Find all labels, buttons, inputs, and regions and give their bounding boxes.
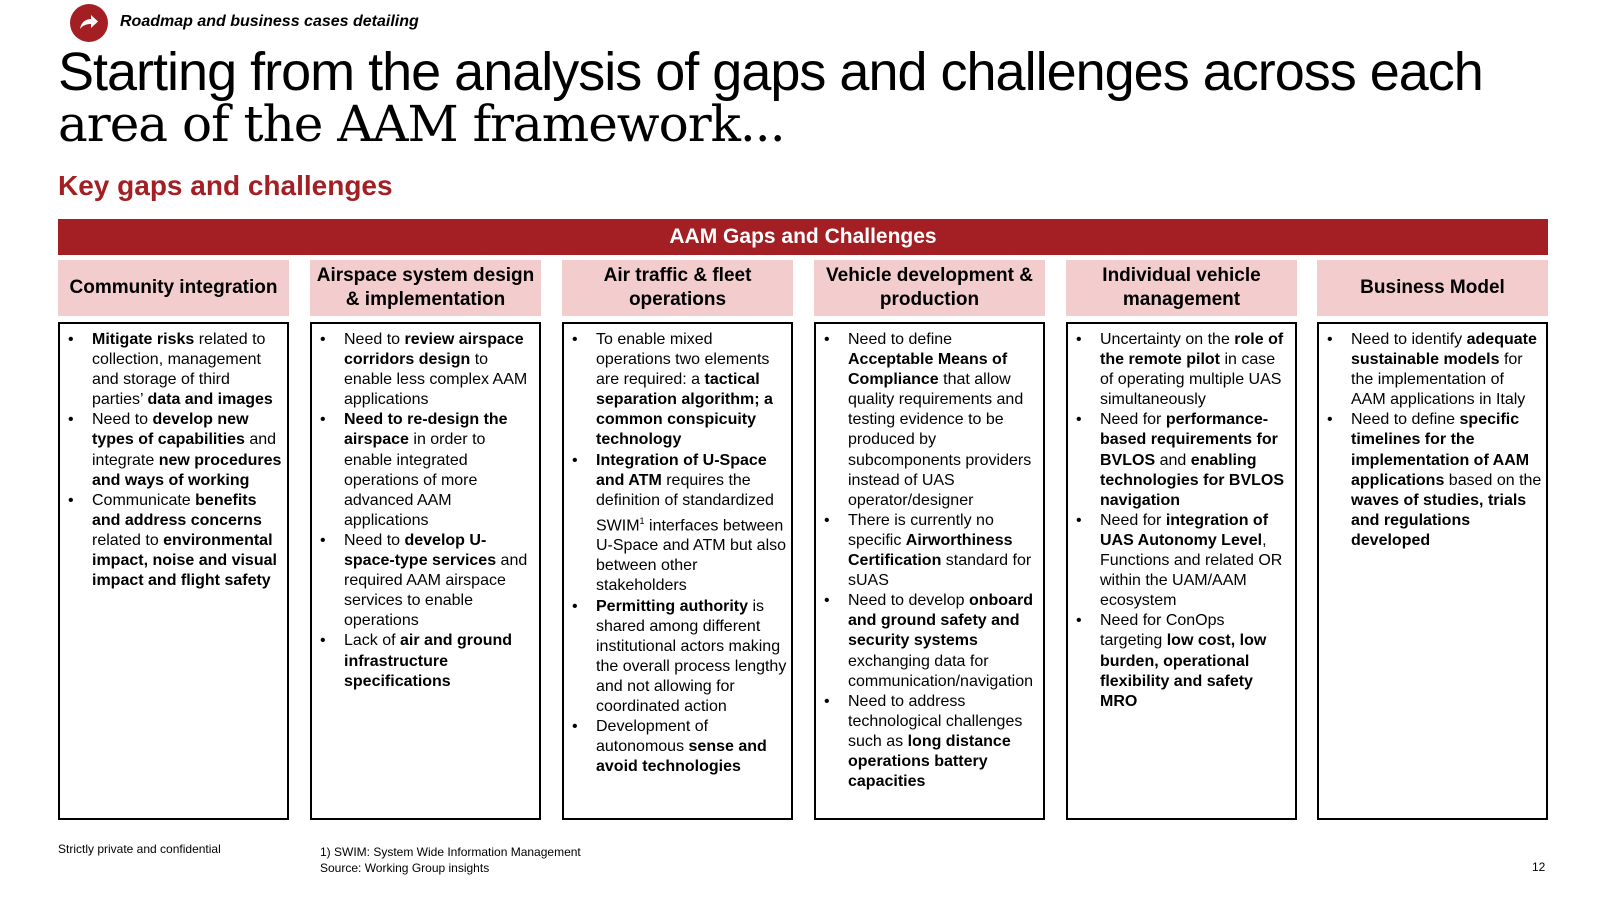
bullet-text: Need to [344, 331, 405, 348]
column-boxes [58, 322, 1548, 820]
column-header: Vehicle development & production [814, 260, 1045, 316]
bullet-text: in order to enable integrated operations of more advanced AAM applications [344, 431, 486, 529]
footnote-swim: 1) SWIM: System Wide Information Management [320, 845, 581, 859]
column-box [1066, 322, 1297, 820]
bullet-text: Need to define [848, 331, 953, 348]
bullet-text-bold: adequate sustainable models [1351, 331, 1537, 369]
bullet-text-bold: Permitting authority [596, 597, 749, 615]
bullet-text: Need to [344, 531, 405, 549]
bullet-item [572, 330, 787, 451]
bullet-text-bold: develop new types of capabilities [92, 411, 249, 449]
bullet-text: , Functions and related OR within the UAM/AAM ecosystem [1100, 531, 1283, 610]
bullet-item [1327, 330, 1542, 410]
page-title [58, 42, 1558, 153]
bullet-text: Development of autonomous [596, 718, 709, 756]
bullet-text-bold: specific timelines for the implementation of AAM applications [1351, 411, 1530, 489]
bullet-text: Need to define [1351, 411, 1460, 429]
column-header: Community integration [58, 260, 289, 316]
section-subtitle: Key gaps and challenges [58, 170, 393, 201]
column-box [58, 322, 289, 820]
bullet-item [320, 631, 535, 691]
bullet-item [68, 410, 283, 490]
bullet-text: Lack of [344, 632, 401, 650]
bullet-item [68, 330, 283, 410]
column-box [1317, 322, 1548, 820]
bullet-text-bold: long distance operations battery capacities [848, 732, 1011, 791]
bullet-text-bold: low cost, low burden, operational flexibility and safety MRO [1100, 632, 1267, 710]
bullet-text: interfaces between U-Space and ATM but also between other stakeholders [596, 517, 787, 595]
bullet-item [1076, 410, 1291, 510]
bullet-text: Need to develop [848, 592, 969, 610]
bullet-text: requires the definition of standardized SWIM [596, 471, 774, 535]
bullet-text: standard for sUAS [848, 552, 1032, 590]
page-title-line2: area of the AAM framework... [58, 95, 785, 153]
bullet-text-bold: Airworthiness Certification [848, 531, 1013, 570]
bullet-text-bold: tactical separation algorithm; a common conspicuity technology [596, 371, 773, 449]
brand-logo [70, 4, 108, 42]
bullet-text-bold: onboard and ground safety and security systems [848, 592, 1033, 650]
bullet-list [1327, 330, 1542, 551]
bullet-text: exchanging data for communication/navigation [848, 652, 1033, 690]
column-headers [58, 260, 1548, 316]
bullet-list [1076, 330, 1291, 712]
bullet-item [320, 410, 535, 531]
bullet-item [572, 597, 787, 718]
bullet-text: Need for [1100, 511, 1166, 529]
bullet-text: Uncertainty on the [1100, 331, 1235, 348]
column-box [814, 322, 1045, 820]
bullet-text: To enable mixed operations two elements are required: a [596, 331, 770, 389]
bullet-text-bold: role of the remote pilot [1100, 331, 1284, 369]
bullet-text-bold: integration of UAS Autonomy Level [1100, 511, 1269, 549]
breadcrumb: Roadmap and business cases detailing [120, 13, 419, 30]
bullet-text: Need to address technological challenges such as [848, 692, 1023, 750]
bullet-text-bold: benefits and address concerns [92, 491, 262, 529]
bullet-text-bold: Need to re-design the airspace [344, 411, 508, 449]
footnote-marker: 1 [639, 515, 645, 526]
bullet-text: Communicate [92, 491, 196, 509]
column-header: Individual vehicle management [1066, 260, 1297, 316]
bullet-text-bold: enabling technologies for BVLOS navigation [1100, 451, 1285, 509]
bullet-item [1327, 410, 1542, 551]
bullet-text: Need to [92, 411, 153, 429]
column-box [562, 322, 793, 820]
bullet-text: Need for ConOps targeting [1100, 612, 1225, 650]
bullet-text-bold: waves of studies, trials and regulations developed [1351, 491, 1527, 549]
bullet-text: and required AAM airspace services to enable operations [344, 552, 528, 630]
confidentiality-note: Strictly private and confidential [58, 842, 221, 856]
bullet-text: Need for [1100, 411, 1166, 429]
bullet-text: and [1155, 451, 1191, 469]
bullet-text: to enable less complex AAM applications [344, 351, 528, 409]
bullet-text: and integrate [92, 431, 277, 469]
bullet-item [1076, 611, 1291, 711]
bullet-text-bold: develop U-space-type services [344, 531, 497, 570]
bullet-list [824, 330, 1039, 792]
bullet-item [1076, 511, 1291, 611]
page-title-line1: Starting from the analysis of gaps and challenges across each [58, 42, 1483, 102]
bullet-text-bold: performance-based requirements for BVLOS [1100, 411, 1278, 469]
bullet-text-bold: Integration of U-Space and ATM [596, 451, 767, 489]
bullet-item [572, 451, 787, 597]
column-header: Airspace system design & implementation [310, 260, 541, 316]
bullet-item [824, 692, 1039, 792]
bullet-item [824, 330, 1039, 511]
bullet-text-bold: new procedures and ways of working [92, 451, 282, 489]
bullet-text-bold: Mitigate risks [92, 331, 195, 348]
bullet-text: related to collection, management and storage of third parties’ [92, 331, 266, 409]
bullet-text-bold: data and images [147, 391, 273, 409]
bullet-text: is shared among different institutional actors making the overall process lengthy and not allowing for coordinated action [596, 597, 787, 716]
bullet-text: that allow quality requirements and testing evidence to be produced by subcomponents providers instead of UAS operator/designer [848, 371, 1032, 509]
bullet-item [572, 717, 787, 777]
bullet-text: in case of operating multiple UAS simultaneously [1100, 351, 1282, 409]
bullet-item [320, 330, 535, 410]
bullet-text-bold: environmental impact, noise and visual impact and flight safety [92, 531, 277, 590]
footnote-source: Source: Working Group insights [320, 861, 490, 875]
bullet-item [824, 511, 1039, 591]
bullet-item [1076, 330, 1291, 410]
bullet-text-bold: review airspace corridors design [344, 331, 524, 369]
footnotes [320, 844, 581, 876]
arrow-icon [77, 11, 101, 35]
bullet-list [68, 330, 283, 591]
bullet-list [320, 330, 535, 692]
bullet-item [824, 591, 1039, 691]
bullet-text-bold: air and ground infrastructure specifications [344, 632, 513, 690]
bullet-item [68, 491, 283, 591]
bullet-text: for the implementation of AAM applications in Italy [1351, 351, 1526, 409]
bullet-text-bold: sense and avoid technologies [596, 738, 767, 776]
bullet-list [572, 330, 787, 777]
bullet-text: Need to identify [1351, 331, 1467, 348]
column-header: Business Model [1317, 260, 1548, 316]
bullet-text: related to [92, 531, 164, 549]
bullet-text: based on the [1444, 471, 1542, 489]
bullet-item [320, 531, 535, 631]
section-banner: AAM Gaps and Challenges [58, 219, 1548, 255]
page-number: 12 [1532, 860, 1546, 874]
bullet-text-bold: Acceptable Means of Compliance [848, 351, 1008, 389]
column-header: Air traffic & fleet operations [562, 260, 793, 316]
column-box [310, 322, 541, 820]
bullet-text: There is currently no specific [848, 511, 994, 549]
